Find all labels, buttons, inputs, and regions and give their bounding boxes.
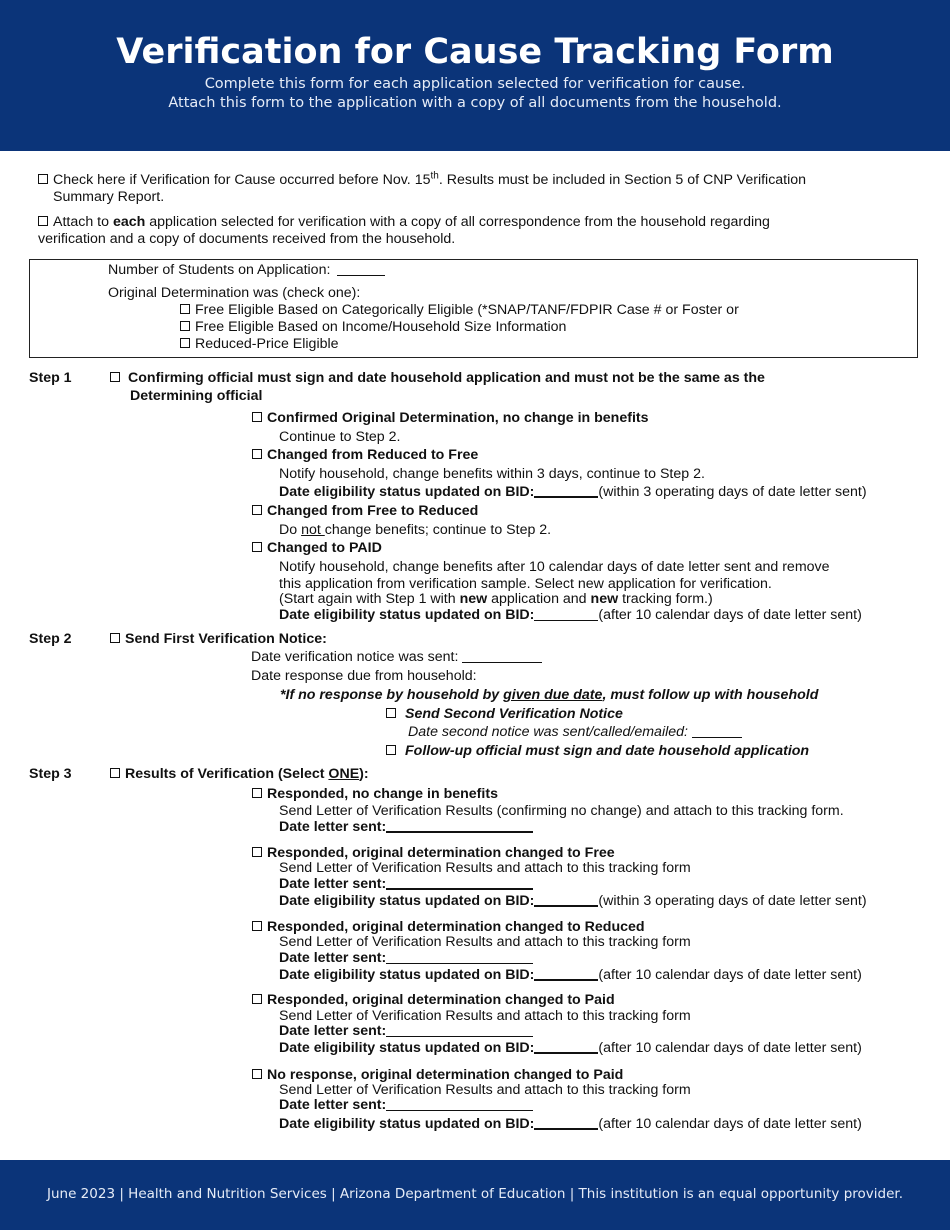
footer-text: June 2023 | Health and Nutrition Services | Arizona Department of Education | This institution is an equal opportunity provider. xyxy=(46,1186,904,1202)
rtf-bid-input[interactable] xyxy=(534,484,598,498)
r4-letter-row: Date letter sent: xyxy=(279,1023,533,1040)
option-categorical: Free Eligible Based on Categorically Eligible (*SNAP/TANF/FDPIR Case # or Foster or xyxy=(180,302,739,319)
attach-line-2: verification and a copy of documents received from the household. xyxy=(38,231,456,247)
second-notice-checkbox[interactable] xyxy=(386,708,396,718)
second-notice-date-input[interactable] xyxy=(692,725,742,738)
result-no-response-checkbox[interactable] xyxy=(252,1069,262,1079)
r3-letter-input[interactable] xyxy=(386,951,533,964)
step1-heading-2: Determining official xyxy=(130,388,263,404)
step3-label: Step 3 xyxy=(29,766,72,782)
step2-heading: Send First Verification Notice: xyxy=(110,631,327,648)
followup-checkbox[interactable] xyxy=(386,745,396,755)
result-paid-note: Send Letter of Verification Results and attach to this tracking form xyxy=(279,1008,691,1024)
header-subtitle-1: Complete this form for each application selected for verification for cause. xyxy=(204,76,746,92)
option-reduced-checkbox[interactable] xyxy=(180,338,190,348)
paid-bid-input[interactable] xyxy=(534,608,598,621)
confirmed-note: Continue to Step 2. xyxy=(279,429,401,445)
result-free: Responded, original determination changed to Free xyxy=(252,845,615,862)
r3-letter-row: Date letter sent: xyxy=(279,950,533,967)
students-field: Number of Students on Application: xyxy=(108,262,385,279)
followup-option: Follow-up official must sign and date household application xyxy=(386,743,809,760)
r3-bid-row: Date eligibility status updated on BID: (after 10 calendar days of date letter sent) xyxy=(279,967,862,983)
due-date-row: Date response due from household: xyxy=(251,668,477,684)
result-no-change-checkbox[interactable] xyxy=(252,788,262,798)
result-no-response-note: Send Letter of Verification Results and attach to this tracking form xyxy=(279,1082,691,1098)
result-paid-checkbox[interactable] xyxy=(252,994,262,1004)
option-reduced: Reduced-Price Eligible xyxy=(180,336,339,353)
r5-letter-input[interactable] xyxy=(386,1098,533,1111)
free-to-reduced-checkbox[interactable] xyxy=(252,505,262,515)
r3-bid-input[interactable] xyxy=(534,967,598,981)
step1-label: Step 1 xyxy=(29,370,72,386)
result-reduced: Responded, original determination changed to Reduced xyxy=(252,919,645,936)
result-free-note: Send Letter of Verification Results and attach to this tracking form xyxy=(279,860,691,876)
confirmed-option: Confirmed Original Determination, no change in benefits xyxy=(252,410,649,427)
r1-letter-input[interactable] xyxy=(386,819,533,833)
no-response-warning: *If no response by household by given due date, must follow up with household xyxy=(280,687,819,703)
option-income: Free Eligible Based on Income/Household Size Information xyxy=(180,319,566,336)
r2-letter-input[interactable] xyxy=(386,876,533,890)
r4-bid-input[interactable] xyxy=(534,1040,598,1054)
result-paid: Responded, original determination changed to Paid xyxy=(252,992,615,1009)
attach-checkbox[interactable] xyxy=(38,216,48,226)
nov-line-2: Summary Report. xyxy=(53,189,165,205)
r5-bid-row: Date eligibility status updated on BID: (after 10 calendar days of date letter sent) xyxy=(279,1116,862,1132)
r1-letter-row: Date letter sent: xyxy=(279,819,533,836)
option-income-checkbox[interactable] xyxy=(180,321,190,331)
header-banner xyxy=(0,0,950,151)
result-no-change: Responded, no change in benefits xyxy=(252,786,498,803)
r2-bid-input[interactable] xyxy=(534,893,598,907)
r5-bid-input[interactable] xyxy=(534,1116,598,1130)
result-reduced-checkbox[interactable] xyxy=(252,921,262,931)
step3-heading: Results of Verification (Select ONE): xyxy=(110,766,369,783)
reduced-to-free-option: Changed from Reduced to Free xyxy=(252,447,478,464)
step2-checkbox[interactable] xyxy=(110,633,120,643)
step1-heading: Confirming official must sign and date household application and must not be the same as the xyxy=(110,370,765,387)
notice-date-input[interactable] xyxy=(462,650,542,663)
r4-letter-input[interactable] xyxy=(386,1024,533,1037)
step1-checkbox[interactable] xyxy=(110,372,120,382)
r2-bid-row: Date eligibility status updated on BID: (within 3 operating days of date letter sent) xyxy=(279,893,867,909)
to-paid-option: Changed to PAID xyxy=(252,540,382,557)
header-subtitle-2: Attach this form to the application with a copy of all documents from the household. xyxy=(168,95,782,111)
footer-banner xyxy=(0,1160,950,1230)
paid-bid-row: Date eligibility status updated on BID: (after 10 calendar days of date letter sent) xyxy=(279,607,862,623)
r5-letter-row: Date letter sent: xyxy=(279,1097,533,1114)
reduced-to-free-note: Notify household, change benefits within 3 days, continue to Step 2. xyxy=(279,466,705,482)
reduced-to-free-checkbox[interactable] xyxy=(252,449,262,459)
second-notice-option: Send Second Verification Notice xyxy=(386,706,623,723)
nov-checkbox-line: Check here if Verification for Cause occurred before Nov. 15th. Results must be included in Section 5 of CNP Verification xyxy=(38,172,806,189)
free-to-reduced-option: Changed from Free to Reduced xyxy=(252,503,478,520)
page-title: Verification for Cause Tracking Form xyxy=(116,32,834,72)
r4-bid-row: Date eligibility status updated on BID: (after 10 calendar days of date letter sent) xyxy=(279,1040,862,1056)
second-notice-date-row: Date second notice was sent/called/emailed: xyxy=(408,724,742,741)
to-paid-checkbox[interactable] xyxy=(252,542,262,552)
paid-note-2: this application from verification sample. Select new application for verification. xyxy=(279,576,772,592)
rtf-bid-row: Date eligibility status updated on BID: (within 3 operating days of date letter sent) xyxy=(279,484,867,500)
result-no-change-note: Send Letter of Verification Results (confirming no change) and attach to this tracking form. xyxy=(279,803,844,819)
original-label: Original Determination was (check one): xyxy=(108,285,361,301)
result-reduced-note: Send Letter of Verification Results and attach to this tracking form xyxy=(279,934,691,950)
attach-checkbox-line: Attach to each application selected for verification with a copy of all correspondence from the household regarding xyxy=(38,214,770,231)
free-to-reduced-note: Do not change benefits; continue to Step 2. xyxy=(279,522,552,538)
paid-note-1: Notify household, change benefits after 10 calendar days of date letter sent and remove xyxy=(279,559,830,575)
r2-letter-row: Date letter sent: xyxy=(279,876,533,893)
nov-checkbox[interactable] xyxy=(38,174,48,184)
step2-label: Step 2 xyxy=(29,631,72,647)
option-categorical-checkbox[interactable] xyxy=(180,304,190,314)
step3-checkbox[interactable] xyxy=(110,768,120,778)
students-input[interactable] xyxy=(337,263,385,276)
notice-date-row: Date verification notice was sent: xyxy=(251,649,542,666)
result-no-response: No response, original determination changed to Paid xyxy=(252,1067,623,1084)
result-free-checkbox[interactable] xyxy=(252,847,262,857)
confirmed-checkbox[interactable] xyxy=(252,412,262,422)
paid-note-3: (Start again with Step 1 with new application and new tracking form.) xyxy=(279,591,713,607)
